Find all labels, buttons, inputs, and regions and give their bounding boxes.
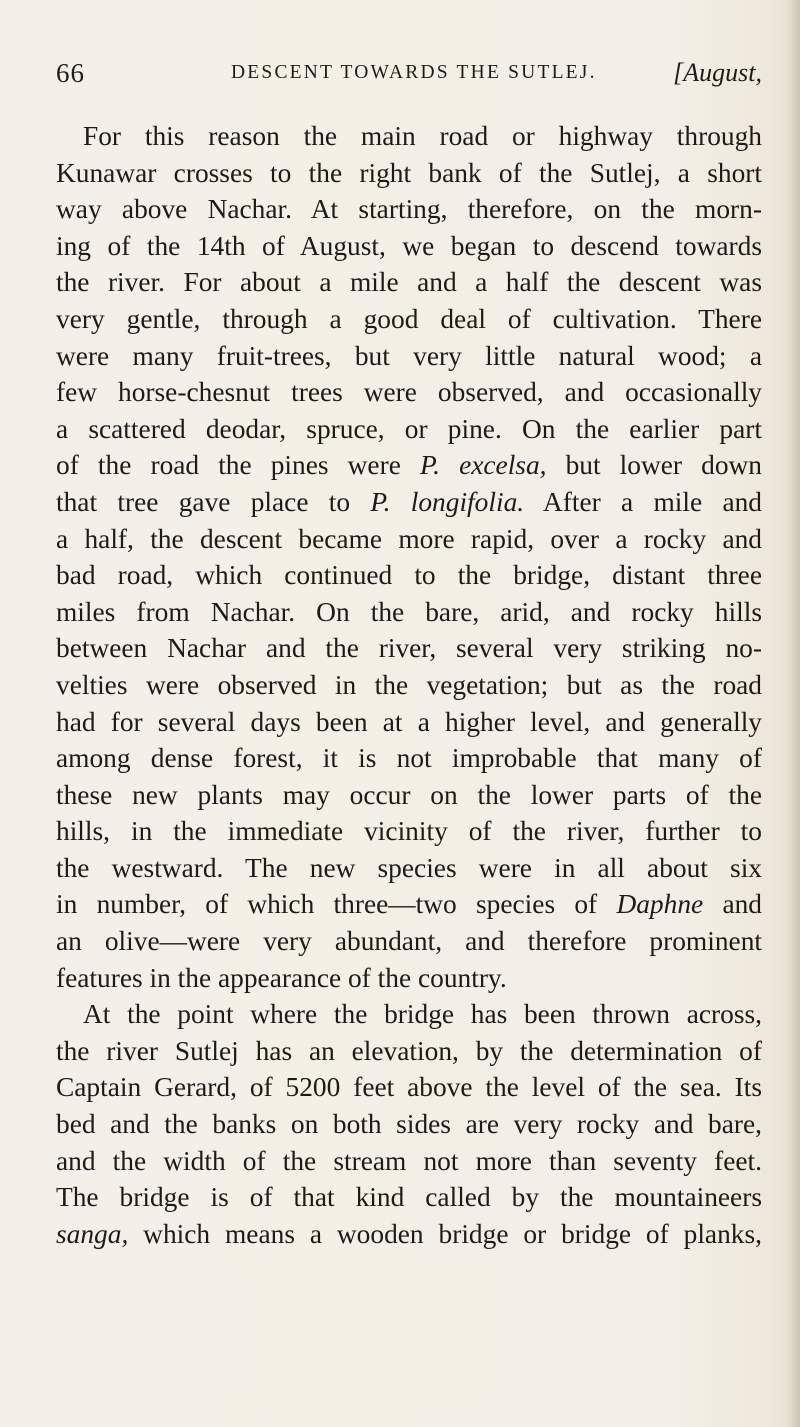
text-line: very gentle, through a good deal of cultivation. There [56, 303, 762, 334]
text-line: between Nachar and the river, several very striking no- [56, 633, 762, 664]
species-name: P. longifolia. [370, 486, 525, 517]
text-line: the westward. The new species were in all about six [56, 852, 762, 883]
page-number: 66 [56, 58, 85, 88]
text-line: a scattered deodar, spruce, or pine. On the earlier part [56, 413, 762, 444]
native-term: sanga, [56, 1218, 129, 1249]
text-line: that tree gave place to P. longifolia. After a mile and [56, 486, 762, 517]
text-line: velties were observed in the vegetation; but as the road [56, 669, 762, 700]
text-line: bed and the banks on both sides are very rocky and bare, [56, 1109, 762, 1140]
page-header [56, 58, 762, 98]
text-line: an olive—were very abundant, and therefore prominent [56, 926, 762, 957]
text-line: in number, of which three—two species of Daphne and [56, 889, 762, 920]
genus-name: Daphne [616, 889, 704, 920]
text-line: ing of the 14th of August, we began to descend towards [56, 230, 762, 261]
text-line: among dense forest, it is not improbable that many of [56, 743, 762, 774]
text-line: these new plants may occur on the lower parts of the [56, 779, 762, 810]
running-title: DESCENT TOWARDS THE SUTLEJ. [231, 62, 597, 83]
text-line: the river Sutlej has an elevation, by the determination of [56, 1035, 762, 1066]
text-line: At the point where the bridge has been thrown across, [83, 999, 762, 1030]
text-line: few horse-chesnut trees were observed, and occasionally [56, 377, 762, 408]
paragraph [56, 996, 762, 1252]
text-line: were many fruit-trees, but very little natural wood; a [56, 340, 762, 371]
text-line: had for several days been at a higher level, and generally [56, 706, 762, 737]
header-month: [August, [673, 58, 762, 87]
text-line: The bridge is of that kind called by the mountaineers [56, 1182, 762, 1213]
text-line: bad road, which continued to the bridge, distant three [56, 560, 762, 591]
text-line: a half, the descent became more rapid, over a rocky and [56, 523, 762, 554]
page-edge-shadow [786, 0, 800, 1427]
text-line: the river. For about a mile and a half the descent was [56, 267, 762, 298]
text-line: For this reason the main road or highway through [83, 121, 762, 151]
paragraph [56, 118, 762, 996]
species-name: P. excelsa, [419, 450, 547, 481]
text-line: sanga, which means a wooden bridge or bridge of planks, [56, 1218, 762, 1249]
text-line: features in the appearance of the country. [56, 962, 507, 993]
body-text [56, 118, 762, 1252]
text-line: Kunawar crosses to the right bank of the Sutlej, a short [56, 157, 762, 188]
text-line: of the road the pines were P. excelsa, but lower down [56, 450, 762, 481]
text-line: Captain Gerard, of 5200 feet above the level of the sea. Its [56, 1072, 762, 1103]
text-line: and the width of the stream not more than seventy feet. [56, 1145, 762, 1176]
text-line: way above Nachar. At starting, therefore, on the morn- [56, 194, 762, 225]
text-line: miles from Nachar. On the bare, arid, and rocky hills [56, 596, 762, 627]
text-line: hills, in the immediate vicinity of the river, further to [56, 816, 762, 847]
